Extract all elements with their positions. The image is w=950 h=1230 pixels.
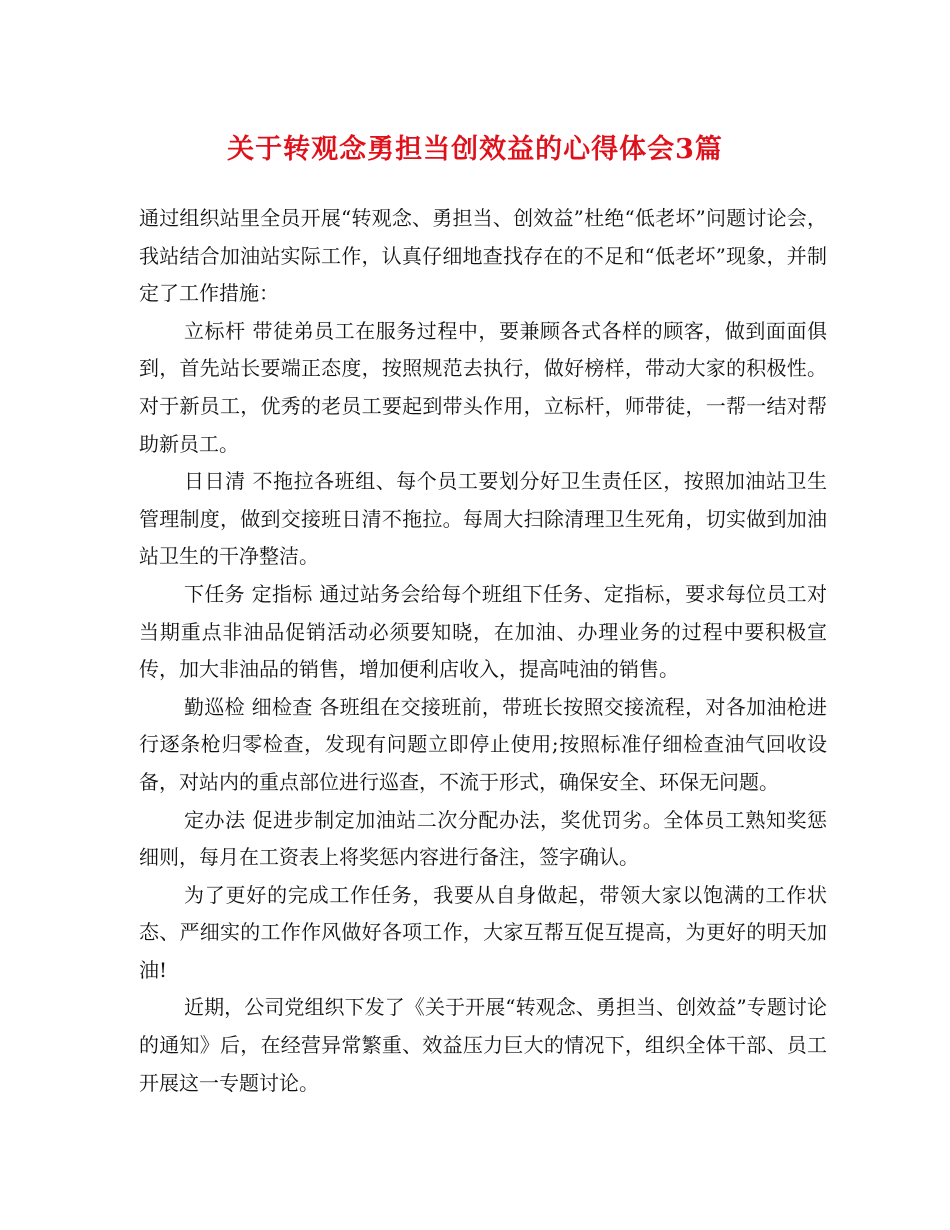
paragraph-intro: 通过组织站里全员开展“转观念、勇担当、创效益”杜绝“低老坏”问题讨论会，我站结合加油站实际工作，认真仔细地查找存在的不足和“低老坏”现象，并制定了工作措施： — [139, 206, 827, 306]
paragraph-goal: 为了更好的完成工作任务，我要从自身做起，带领大家以饱满的工作状态、严细实的工作作风做好各项工作，大家互帮互促互提高，为更好的明天加油! — [139, 882, 827, 982]
paragraph-daily-clear: 日日清 不拖拉各班组、每个员工要划分好卫生责任区，按照加油站卫生管理制度，做到交接班日清不拖拉。每周大扫除清理卫生死角，切实做到加油站卫生的干净整洁。 — [139, 469, 827, 569]
document-body — [139, 200, 827, 1102]
paragraph-set-benchmark: 立标杆 带徒弟员工在服务过程中，要兼顾各式各样的顾客，做到面面俱到，首先站长要端正态度，按照规范去执行，做好榜样，带动大家的积极性。对于新员工，优秀的老员工要起到带头作用，立标杆，师带徒，一帮一结对帮助新员工。 — [139, 318, 827, 456]
paragraph-inspection: 勤巡检 细检查 各班组在交接班前，带班长按照交接流程，对各加油枪进行逐条枪归零检查，发现有问题立即停止使用;按照标准仔细检查油气回收设备，对站内的重点部位进行巡查，不流于形式，确保安全、环保无问题。 — [139, 694, 827, 794]
paragraph-tasks-targets: 下任务 定指标 通过站务会给每个班组下任务、定指标，要求每位员工对当期重点非油品促销活动必须要知晓，在加油、办理业务的过程中要积极宣传，加大非油品的销售，增加便利店收入，提高吨油的销售。 — [139, 581, 827, 682]
paragraph-recent-notice: 近期，公司党组织下发了《关于开展“转观念、勇担当、创效益”专题讨论的通知》后，在经营异常繁重、效益压力巨大的情况下，组织全体干部、员工开展这一专题讨论。 — [139, 995, 827, 1095]
paragraph-methods: 定办法 促进步制定加油站二次分配办法，奖优罚劣。全体员工熟知奖惩细则，每月在工资表上将奖惩内容进行备注，签字确认。 — [139, 807, 827, 870]
document-title: 关于转观念勇担当创效益的心得体会3篇 — [227, 134, 723, 165]
